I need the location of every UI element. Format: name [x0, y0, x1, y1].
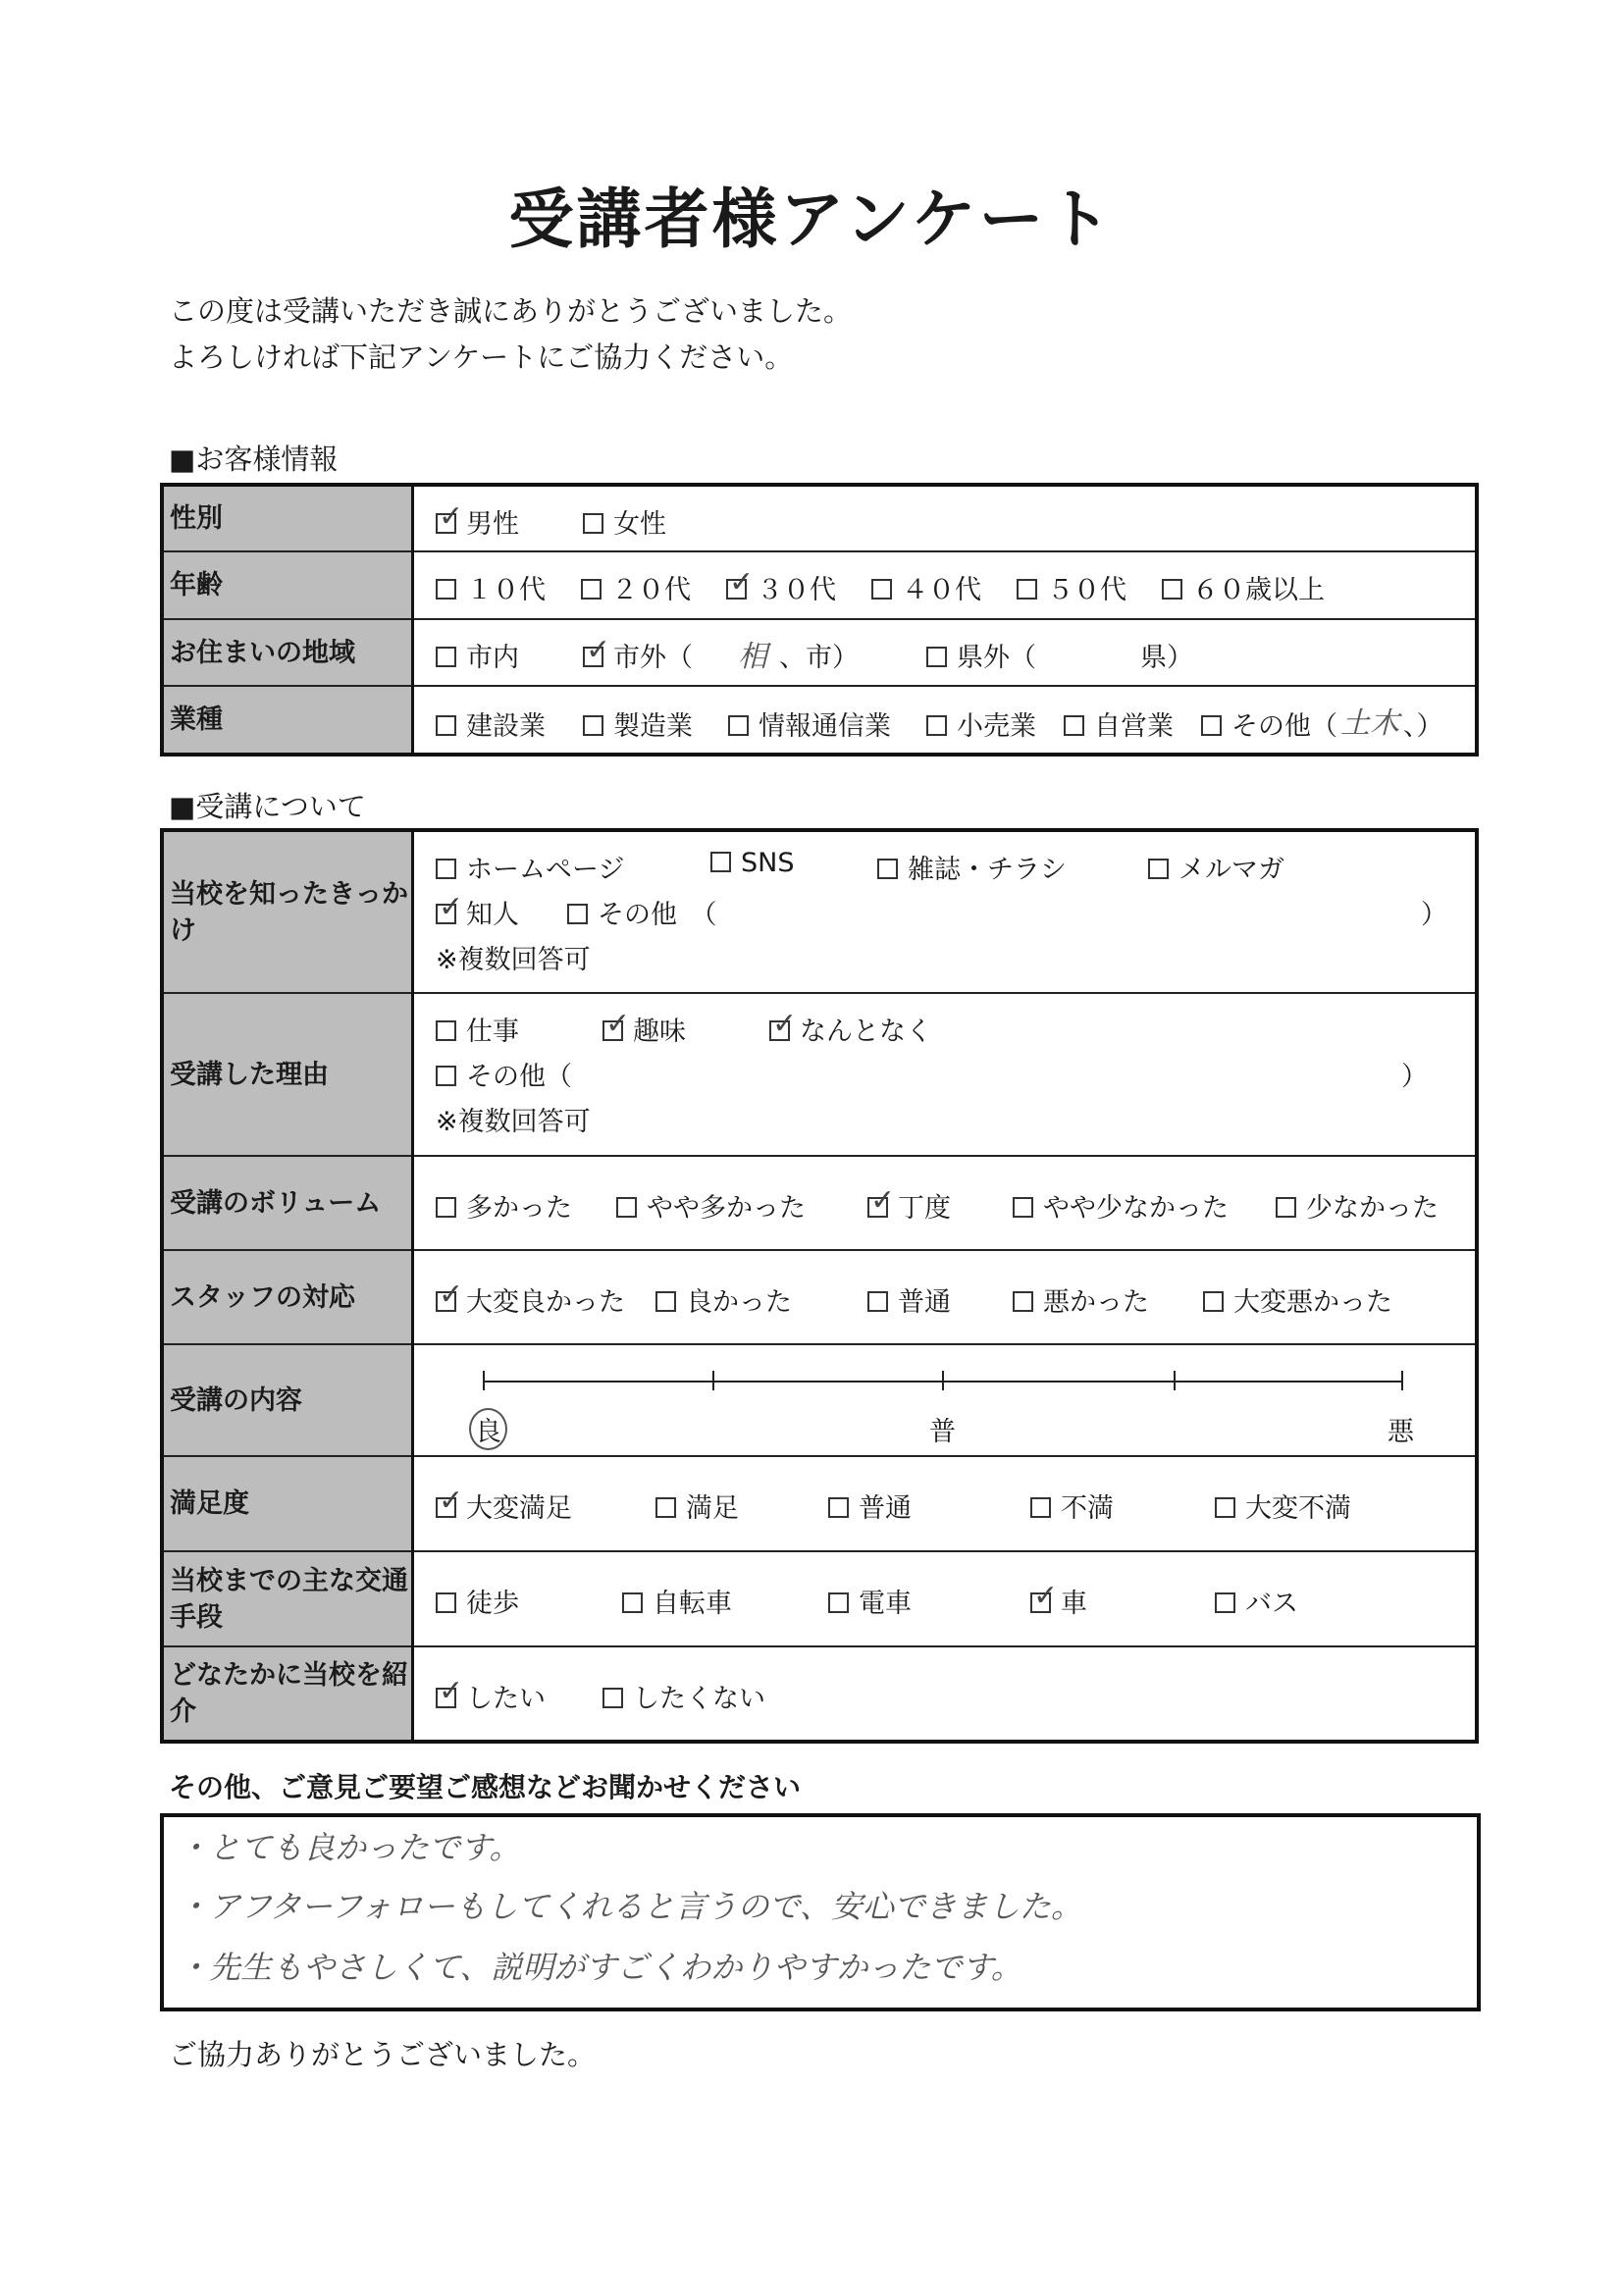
- scale-mid[interactable]: 普: [929, 1417, 956, 1447]
- comments-title: その他、ご意見ご要望ご感想などお聞かせください: [169, 1771, 802, 1803]
- option-label: 自転車: [653, 1589, 732, 1619]
- section-customer-info: ■お客様情報: [169, 443, 339, 476]
- staff-option[interactable]: [1203, 1280, 1392, 1319]
- volume-option[interactable]: [1276, 1186, 1439, 1225]
- trigger-option[interactable]: [436, 848, 624, 886]
- scale-tick: [712, 1371, 714, 1390]
- checkbox-icon[interactable]: [877, 859, 898, 879]
- option-label: 悪かった: [1043, 1287, 1149, 1318]
- reason-options: [413, 993, 1478, 1156]
- transport-option[interactable]: [1215, 1582, 1298, 1620]
- option-label: 少なかった: [1306, 1193, 1439, 1224]
- option-label: 趣味: [633, 1017, 686, 1047]
- industry-options: [413, 686, 1478, 755]
- checkbox-icon[interactable]: [926, 715, 947, 736]
- comment-line: ・先生もやさしくて、説明がすごくわかりやすかったです。: [178, 1949, 1022, 1986]
- option-label: ４０代: [902, 575, 981, 605]
- checkbox-icon[interactable]: [436, 1291, 456, 1312]
- checkbox-icon[interactable]: [436, 1197, 456, 1218]
- transport-option[interactable]: [436, 1582, 519, 1620]
- transport-options: [413, 1551, 1478, 1646]
- option-label: 普通: [898, 1287, 951, 1318]
- option-label: 大変悪かった: [1233, 1287, 1392, 1318]
- checkbox-icon[interactable]: [1013, 1291, 1033, 1312]
- trigger-option[interactable]: [1148, 848, 1284, 886]
- option-label: その他（: [466, 1062, 572, 1092]
- satisfaction-options: [413, 1456, 1478, 1551]
- reason-option[interactable]: [769, 1010, 932, 1048]
- option-label: 丁度: [898, 1193, 951, 1224]
- volume-option[interactable]: [1013, 1186, 1229, 1225]
- checkbox-icon[interactable]: [436, 1592, 456, 1613]
- checkbox-icon[interactable]: [436, 715, 456, 736]
- option-label: 不満: [1061, 1493, 1114, 1524]
- option-label: 雑誌・チラシ: [908, 855, 1067, 885]
- gender-female-option[interactable]: [583, 502, 666, 541]
- checkbox-icon[interactable]: [769, 1020, 790, 1041]
- option-label: 情報通信業: [759, 711, 891, 742]
- comments-box[interactable]: [160, 1813, 1481, 2011]
- checkbox-icon[interactable]: [1013, 1197, 1033, 1218]
- industry-option[interactable]: [583, 704, 693, 743]
- recommend-label: どなたかに当校を紹介: [162, 1646, 413, 1742]
- comment-line: ・アフターフォローもしてくれると言うので、安心できました。: [178, 1888, 1082, 1925]
- option-label: 満足: [686, 1493, 739, 1524]
- option-label: 徒歩: [466, 1589, 519, 1619]
- industry-label: 業種: [162, 686, 413, 755]
- checkbox-icon[interactable]: [867, 1197, 888, 1218]
- checkbox-icon[interactable]: [567, 904, 588, 924]
- customer-info-table: [160, 483, 1479, 757]
- course-table: [160, 828, 1479, 1744]
- age-option[interactable]: [581, 568, 691, 606]
- option-label: なんとなく: [800, 1017, 932, 1047]
- comment-line: ・とても良かったです。: [178, 1829, 521, 1866]
- scale-bad[interactable]: 悪: [1387, 1417, 1414, 1447]
- checkbox-icon[interactable]: [1017, 579, 1037, 600]
- trigger-label: 当校を知ったきっかけ: [162, 830, 413, 993]
- checkbox-icon[interactable]: [616, 1197, 637, 1218]
- option-label: 女性: [613, 509, 666, 540]
- age-option[interactable]: [871, 568, 981, 606]
- staff-option[interactable]: [867, 1280, 951, 1319]
- option-label: 仕事: [466, 1017, 519, 1047]
- option-label: その他 （: [598, 900, 717, 930]
- trigger-option[interactable]: [877, 848, 1067, 886]
- checkbox-icon[interactable]: [1030, 1592, 1051, 1613]
- reason-option[interactable]: [602, 1010, 686, 1048]
- satisfaction-option[interactable]: [1215, 1487, 1351, 1525]
- thanks-text: ご協力ありがとうございました。: [169, 2038, 597, 2071]
- scale-tick: [1174, 1371, 1176, 1390]
- option-label: 電車: [859, 1589, 912, 1619]
- checkbox-icon[interactable]: [436, 1020, 456, 1041]
- staff-option[interactable]: [655, 1280, 792, 1319]
- checkbox-icon[interactable]: [436, 647, 456, 667]
- checkbox-icon[interactable]: [583, 513, 603, 534]
- checkbox-icon[interactable]: [602, 1020, 623, 1041]
- checkbox-icon[interactable]: [828, 1592, 849, 1613]
- option-label: ６０歳以上: [1192, 575, 1325, 605]
- staff-option[interactable]: [1013, 1280, 1149, 1319]
- staff-label: スタッフの対応: [162, 1250, 413, 1344]
- option-label: 大変不満: [1245, 1493, 1351, 1524]
- age-options: [413, 551, 1478, 619]
- volume-label: 受講のボリューム: [162, 1156, 413, 1250]
- trigger-note: ※複数回答可: [436, 945, 591, 975]
- reason-option[interactable]: [436, 1010, 519, 1048]
- option-label: 小売業: [957, 711, 1036, 742]
- reason-option[interactable]: [436, 1055, 572, 1093]
- checkbox-icon[interactable]: [436, 904, 456, 924]
- industry-option[interactable]: [1064, 704, 1174, 743]
- industry-option[interactable]: [926, 704, 1036, 743]
- checkbox-icon[interactable]: [726, 579, 747, 600]
- option-label: ５０代: [1047, 575, 1126, 605]
- checkbox-icon[interactable]: [1215, 1592, 1235, 1613]
- checkbox-icon[interactable]: [1276, 1197, 1296, 1218]
- age-option[interactable]: [436, 568, 546, 606]
- section-course: ■受講について: [169, 790, 366, 823]
- recommend-options: [413, 1646, 1478, 1742]
- option-label: １０代: [466, 575, 546, 605]
- option-label: 車: [1061, 1589, 1087, 1619]
- volume-option[interactable]: [436, 1186, 572, 1225]
- gender-label: 性別: [162, 485, 413, 551]
- content-label: 受講の内容: [162, 1344, 413, 1456]
- content-scale: [413, 1344, 1478, 1456]
- age-label: 年齢: [162, 551, 413, 619]
- option-label: メルマガ: [1178, 855, 1284, 885]
- checkbox-icon[interactable]: [436, 1497, 456, 1518]
- option-label: 大変満足: [466, 1493, 572, 1524]
- intro-line-2: よろしければ下記アンケートにご協力ください。: [169, 340, 794, 374]
- checkbox-icon[interactable]: [583, 715, 603, 736]
- region-prefecture-option[interactable]: [926, 636, 1036, 674]
- checkbox-icon[interactable]: [602, 1688, 623, 1708]
- region-city-handwritten[interactable]: 相: [738, 640, 767, 674]
- checkbox-icon[interactable]: [1148, 859, 1169, 879]
- option-label: ホームページ: [466, 855, 625, 885]
- intro-line-1: この度は受講いただき誠にありがとうございました。: [169, 294, 853, 328]
- checkbox-icon[interactable]: [828, 1497, 849, 1518]
- checkbox-icon[interactable]: [710, 852, 731, 872]
- satisfaction-label: 満足度: [162, 1456, 413, 1551]
- option-label: その他（: [1231, 711, 1337, 742]
- option-label: 多かった: [466, 1193, 572, 1224]
- checkbox-icon[interactable]: [1201, 715, 1222, 736]
- trigger-option[interactable]: [436, 893, 519, 931]
- option-label: 市外（: [613, 643, 693, 673]
- satisfaction-option[interactable]: [436, 1487, 572, 1525]
- option-label: SNS: [741, 848, 795, 878]
- option-label: 大変良かった: [466, 1287, 625, 1318]
- region-outside-option[interactable]: [583, 636, 693, 674]
- satisfaction-option[interactable]: [1030, 1487, 1114, 1525]
- option-label: したい: [466, 1684, 546, 1714]
- option-label: 普通: [859, 1493, 912, 1524]
- trigger-option[interactable]: [567, 893, 717, 931]
- checkbox-icon[interactable]: [655, 1291, 676, 1312]
- checkbox-icon[interactable]: [436, 1688, 456, 1708]
- option-label: ２０代: [611, 575, 691, 605]
- reason-other-close: ）: [1401, 1062, 1428, 1092]
- satisfaction-option[interactable]: [655, 1487, 739, 1525]
- option-label: ３０代: [757, 575, 836, 605]
- checkbox-icon[interactable]: [436, 513, 456, 534]
- option-label: 製造業: [613, 711, 693, 742]
- industry-option[interactable]: [728, 704, 891, 743]
- checkbox-icon[interactable]: [436, 579, 456, 600]
- staff-options: [413, 1250, 1478, 1344]
- checkbox-icon[interactable]: [1162, 579, 1182, 600]
- checkbox-icon[interactable]: [1215, 1497, 1235, 1518]
- gender-male-option[interactable]: [436, 502, 519, 541]
- option-label: やや少なかった: [1043, 1193, 1229, 1224]
- option-label: 良かった: [686, 1287, 792, 1318]
- reason-note: ※複数回答可: [436, 1107, 591, 1137]
- industry-option[interactable]: [436, 704, 546, 743]
- satisfaction-option[interactable]: [828, 1487, 912, 1525]
- checkbox-icon[interactable]: [867, 1291, 888, 1312]
- trigger-other-close: ）: [1421, 900, 1447, 930]
- region-options: [413, 619, 1478, 686]
- recommend-option[interactable]: [436, 1677, 546, 1715]
- checkbox-icon[interactable]: [728, 715, 749, 736]
- checkbox-icon[interactable]: [1203, 1291, 1224, 1312]
- volume-option[interactable]: [867, 1186, 951, 1225]
- trigger-option[interactable]: [710, 848, 794, 878]
- transport-option[interactable]: [622, 1582, 732, 1620]
- age-option[interactable]: [1017, 568, 1126, 606]
- scale-tick: [483, 1371, 485, 1390]
- page-title: 受講者様アンケート: [508, 182, 1115, 257]
- volume-options: [413, 1156, 1478, 1250]
- checkbox-icon[interactable]: [926, 647, 947, 667]
- transport-label: 当校までの主な交通手段: [162, 1551, 413, 1646]
- option-label: バス: [1245, 1589, 1298, 1619]
- checkbox-icon[interactable]: [655, 1497, 676, 1518]
- checkbox-icon[interactable]: [871, 579, 892, 600]
- checkbox-icon[interactable]: [1030, 1497, 1051, 1518]
- region-prefecture-close: 県）: [1140, 643, 1193, 673]
- scale-good[interactable]: 良: [469, 1408, 507, 1450]
- option-label: 自営業: [1094, 711, 1174, 742]
- option-label: やや多かった: [647, 1193, 806, 1224]
- reason-label: 受講した理由: [162, 993, 413, 1156]
- transport-option[interactable]: [828, 1582, 912, 1620]
- checkbox-icon[interactable]: [1064, 715, 1084, 736]
- volume-option[interactable]: [616, 1186, 806, 1225]
- option-label: 知人: [466, 900, 519, 930]
- scale-tick: [1401, 1371, 1403, 1390]
- industry-option[interactable]: [1201, 704, 1337, 743]
- industry-other-close: 、）: [1403, 711, 1443, 742]
- option-label: したくない: [633, 1684, 765, 1714]
- age-option[interactable]: [1162, 568, 1325, 606]
- age-option[interactable]: [726, 568, 836, 606]
- staff-option[interactable]: [436, 1280, 625, 1319]
- region-city-option[interactable]: [436, 636, 519, 674]
- checkbox-icon[interactable]: [436, 1066, 456, 1086]
- gender-options: [413, 485, 1478, 551]
- option-label: 建設業: [466, 711, 546, 742]
- transport-option[interactable]: [1030, 1582, 1087, 1620]
- option-label: 県外（: [957, 643, 1036, 673]
- checkbox-icon[interactable]: [583, 647, 603, 667]
- checkbox-icon[interactable]: [581, 579, 602, 600]
- option-label: 男性: [466, 509, 519, 540]
- scale-tick: [942, 1371, 944, 1390]
- region-city-close: 、市）: [779, 643, 859, 673]
- option-label: 市内: [466, 643, 519, 673]
- recommend-option[interactable]: [602, 1677, 765, 1715]
- checkbox-icon[interactable]: [622, 1592, 643, 1613]
- industry-other-handwritten[interactable]: 土木: [1340, 706, 1399, 741]
- region-label: お住まいの地域: [162, 619, 413, 686]
- trigger-options: [413, 830, 1478, 993]
- checkbox-icon[interactable]: [436, 859, 456, 879]
